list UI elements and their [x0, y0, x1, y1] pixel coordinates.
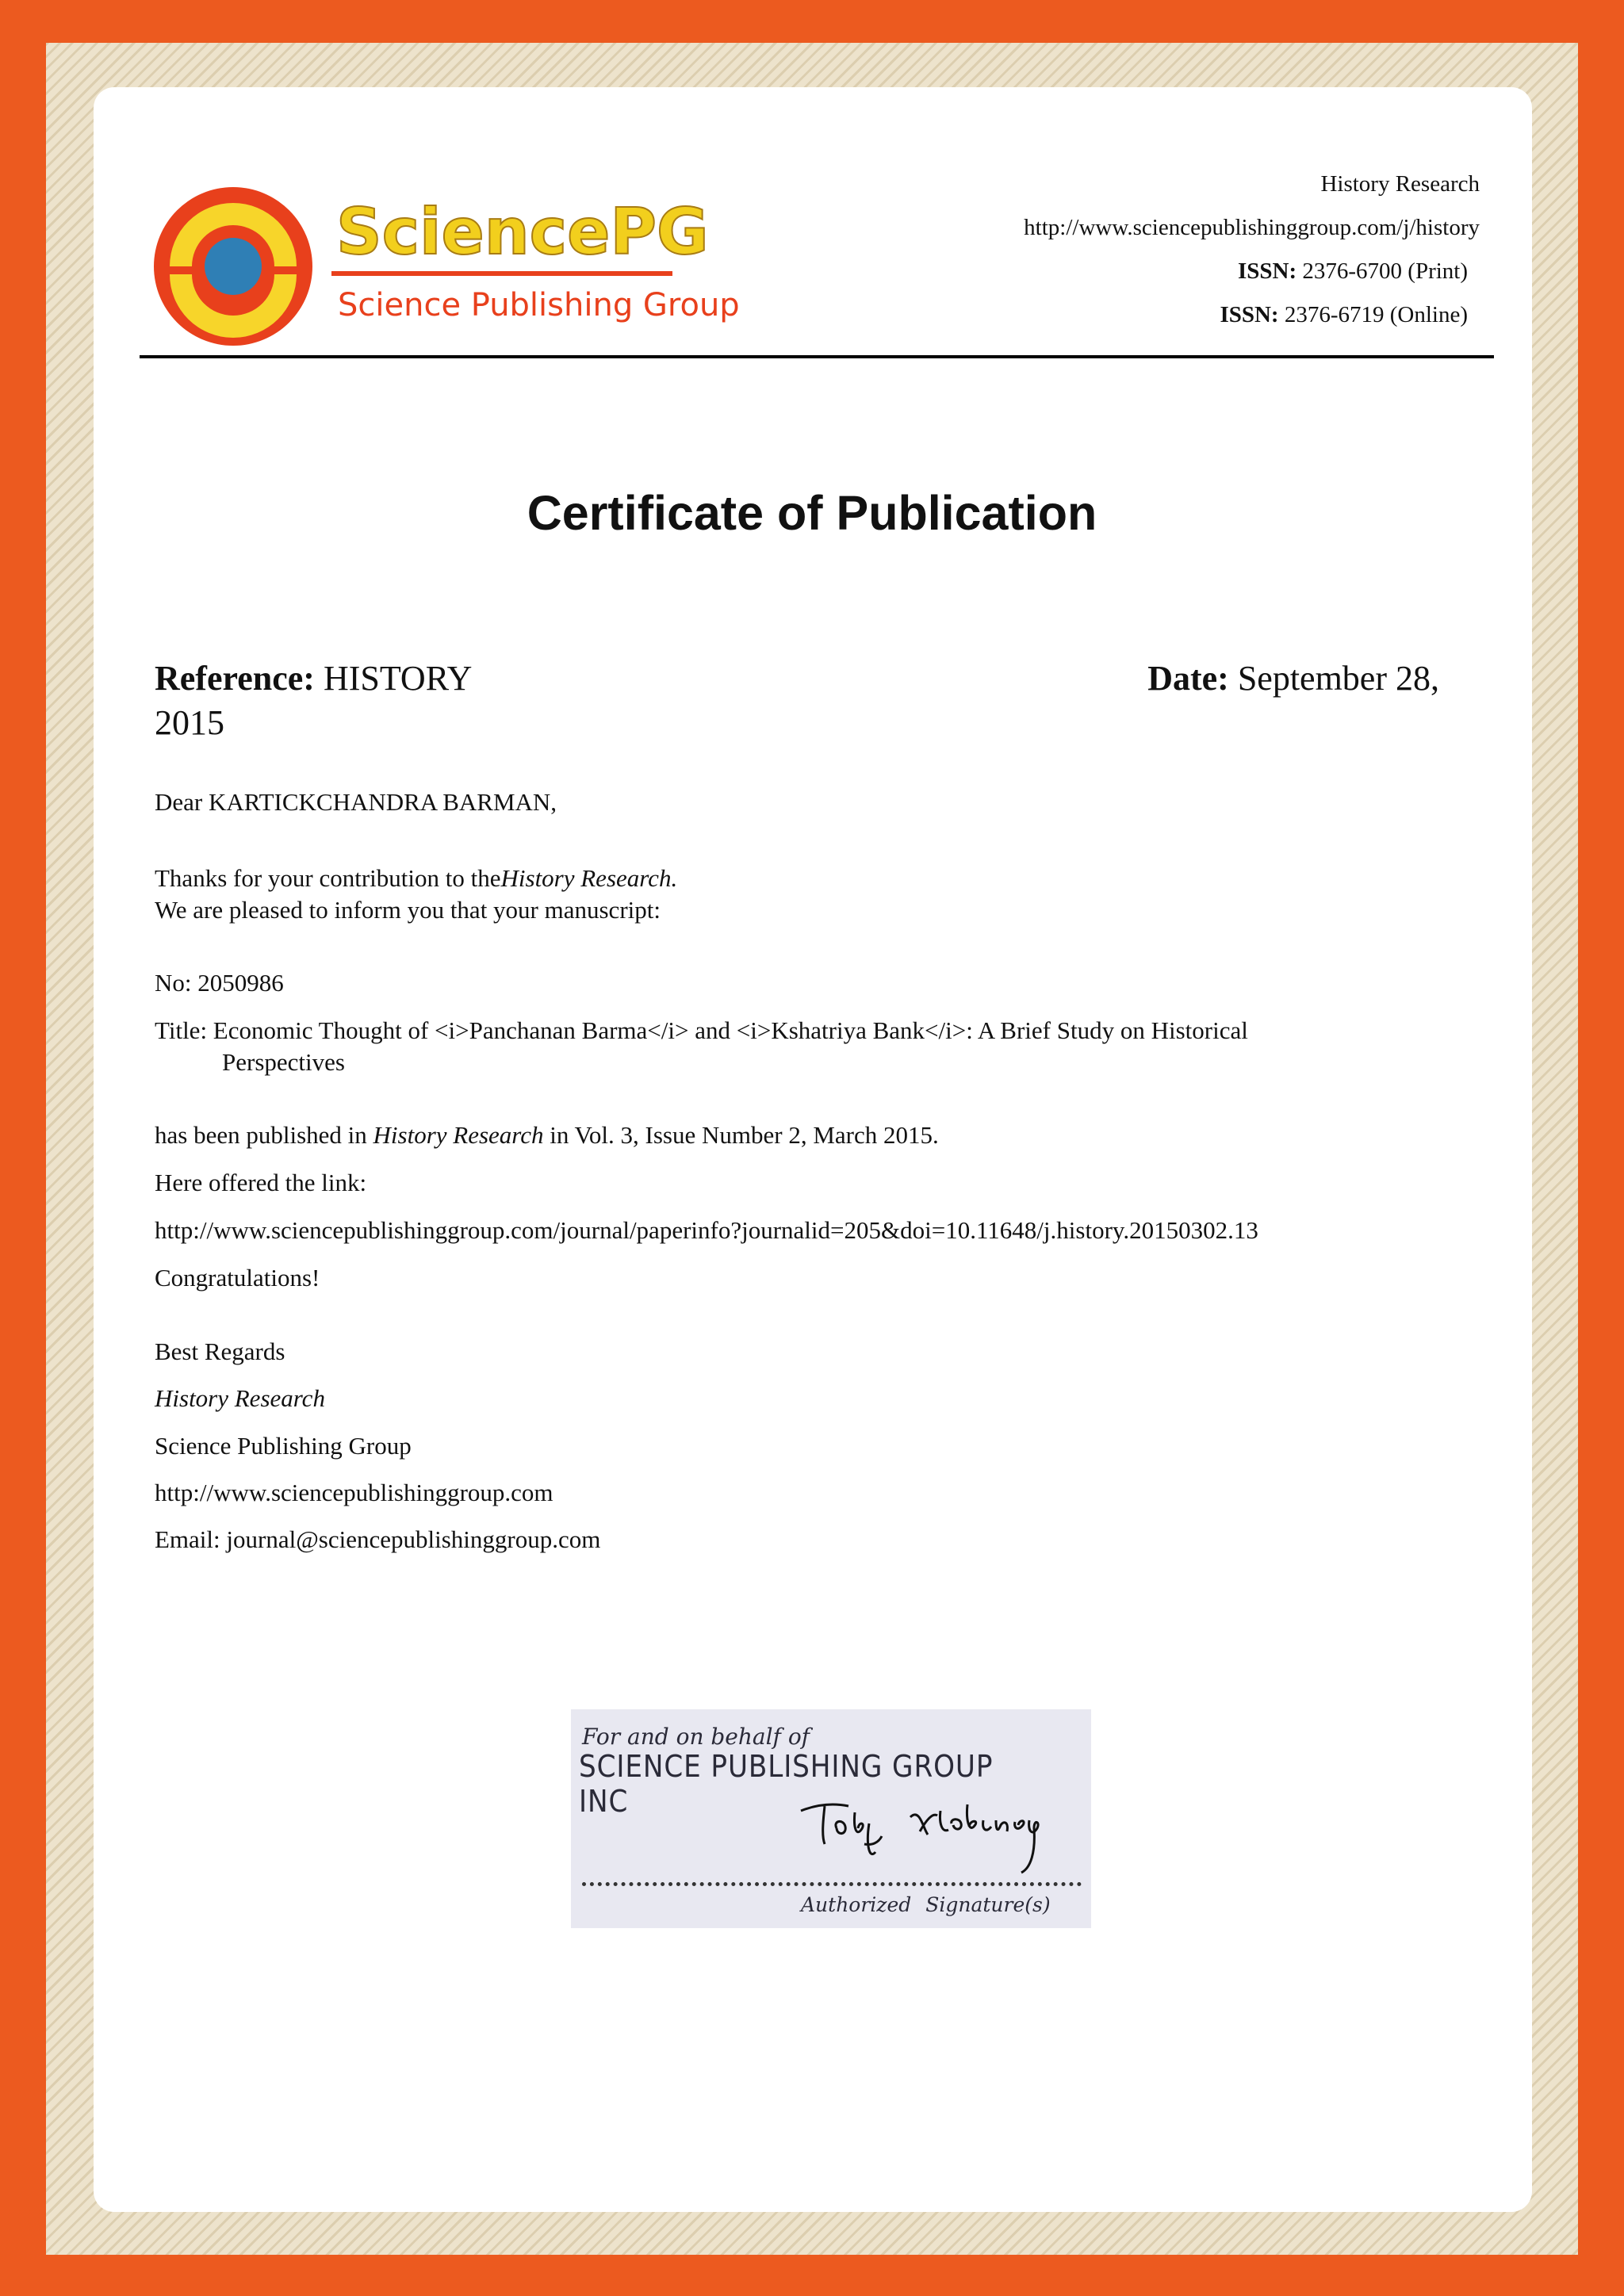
- handwritten-signature: [793, 1797, 1078, 1888]
- logo-brand-text: SciencePG: [336, 195, 709, 269]
- certificate-title: Certificate of Publication: [527, 486, 1097, 540]
- issn-print: ISSN: 2376-6700 (Print): [1237, 258, 1468, 284]
- date-year: 2015: [155, 703, 224, 742]
- stamp-company-text: SCIENCE PUBLISHING GROUP INC: [579, 1749, 994, 1819]
- journal-url[interactable]: http://www.sciencepublishinggroup.com/j/history: [1024, 215, 1480, 240]
- logo-tagline: Science Publishing Group: [338, 287, 740, 323]
- inform-line: We are pleased to inform you that your manuscript:: [155, 896, 661, 924]
- manuscript-title-cont: Perspectives: [222, 1048, 345, 1076]
- sign-email[interactable]: Email: journal@sciencepublishinggroup.com: [155, 1525, 601, 1553]
- journal-info: [1024, 173, 1480, 347]
- published-line: has been published in History Research in Vol. 3, Issue Number 2, March 2015.: [155, 1121, 939, 1149]
- sciencepg-logo: [154, 182, 740, 350]
- journal-name: History Research: [1320, 171, 1480, 197]
- best-regards: Best Regards: [155, 1337, 285, 1365]
- signature-line: [582, 1882, 1082, 1886]
- header-divider: [140, 355, 1494, 358]
- manuscript-title: Title: Economic Thought of <i>Panchanan Barma</i> and <i>Kshatriya Bank</i>: A Brief Study on Historical: [155, 1016, 1248, 1044]
- link-intro: Here offered the link:: [155, 1169, 367, 1196]
- sign-url[interactable]: http://www.sciencepublishinggroup.com: [155, 1479, 553, 1506]
- date: Date: September 28,: [1147, 659, 1439, 698]
- salutation: Dear KARTICKCHANDRA BARMAN,: [155, 788, 557, 816]
- congratulations: Congratulations!: [155, 1264, 320, 1292]
- thanks-line: Thanks for your contribution to theHistory Research.: [155, 864, 678, 892]
- manuscript-number: No: 2050986: [155, 969, 284, 997]
- paper-link[interactable]: http://www.sciencepublishinggroup.com/journal/paperinfo?journalid=205&doi=10.11648/j.history.20150302.13: [155, 1216, 1258, 1244]
- sign-journal: History Research: [155, 1384, 325, 1412]
- stamp-behalf-text: For and on behalf of: [582, 1724, 810, 1750]
- stamp-authorized-text: Authorized Signature(s): [801, 1893, 1051, 1916]
- sign-org: Science Publishing Group: [155, 1432, 412, 1460]
- issn-online: ISSN: 2376-6719 (Online): [1220, 302, 1468, 327]
- reference: Reference: HISTORY: [155, 659, 473, 698]
- signature-stamp: [571, 1709, 1091, 1928]
